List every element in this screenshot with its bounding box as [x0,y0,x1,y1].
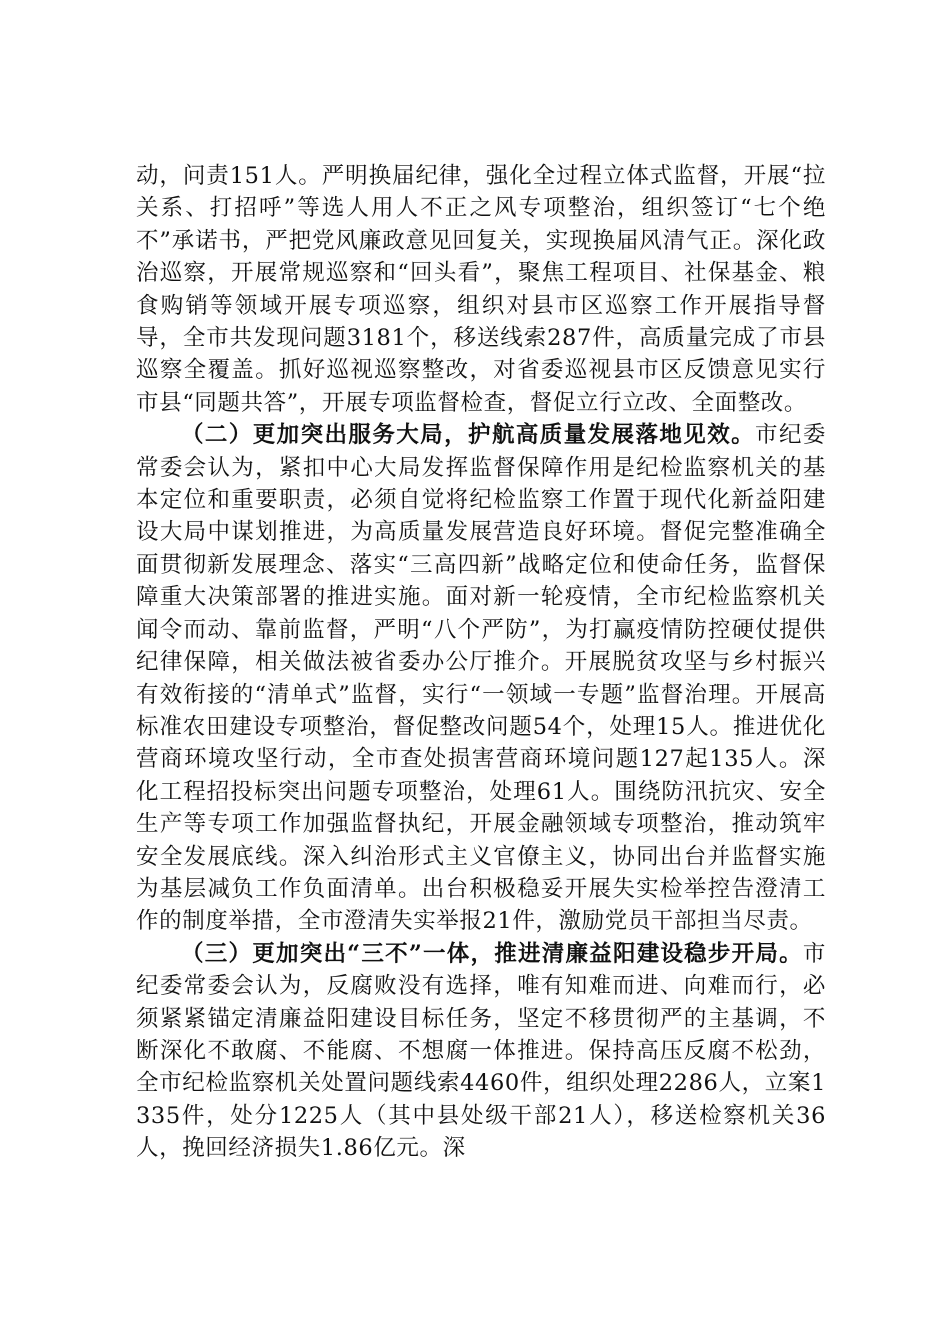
paragraph-1-body: 动，问责151人。严明换届纪律，强化全过程立体式监督，开展“拉关系、打招呼”等选人用人不正之风专项整治，组织签订“七个绝不”承诺书，严把党风廉政意见回复关，实现换届风清气正。深化政治巡察，开展常规巡察和“回头看”，聚焦工程项目、社保基金、粮食购销等领域开展专项巡察，组织对县市区巡察工作开展指导督导，全市共发现问题3181个，移送线索287件，高质量完成了市县巡察全覆盖。抓好巡视巡察整改，对省委巡视县市区反馈意见实行市县“同题共答”，开展专项监督检查，督促立行立改、全面整改。 [136,163,826,416]
paragraph-2-body: 市纪委常委会认为，紧扣中心大局发挥监督保障作用是纪检监察机关的基本定位和重要职责，必须自觉将纪检监察工作置于现代化新益阳建设大局中谋划推进，为高质量发展营造良好环境。督促完整准确全面贯彻新发展理念、落实“三高四新”战略定位和使命任务，监督保障重大决策部署的推进实施。面对新一轮疫情，全市纪检监察机关闻令而动、靠前监督，严明“八个严防”，为打赢疫情防控硬仗提供纪律保障，相关做法被省委办公厅推介。开展脱贫攻坚与乡村振兴有效衔接的“清单式”监督，实行“一领域一专题”监督治理。开展高标准农田建设专项整治，督促整改问题54个，处理15人。推进优化营商环境攻坚行动，全市查处损害营商环境问题127起135人。深化工程招投标突出问题专项整治，处理61人。围绕防汛抗灾、安全生产等专项工作加强监督执纪，开展金融领域专项整治，推动筑牢安全发展底线。深入纠治形式主义官僚主义，协同出台并监督实施为基层减负工作负面清单。出台积极稳妥开展失实检举控告澄清工作的制度举措，全市澄清失实举报21件，激励党员干部担当尽责。 [136,422,826,935]
paragraph-1 [136,160,826,419]
paragraph-2-heading: （二）更加突出服务大局，护航高质量发展落地见效。 [181,422,756,449]
paragraph-3-heading: （三）更加突出“三不”一体，推进清廉益阳建设稳步开局。 [181,940,803,967]
paragraph-3-body: 市纪委常委会认为，反腐败没有选择，唯有知难而进、向难而行，必须紧紧锚定清廉益阳建设目标任务，坚定不移贯彻严的主基调，不断深化不敢腐、不能腐、不想腐一体推进。保持高压反腐不松劲，全市纪检监察机关处置问题线索4460件，组织处理2286人，立案1335件，处分1225人（其中县处级干部21人），移送检察机关36人，挽回经济损失1.86亿元。深 [136,940,826,1162]
paragraph-3 [136,938,826,1165]
document-page [136,160,826,1165]
paragraph-2 [136,419,826,938]
